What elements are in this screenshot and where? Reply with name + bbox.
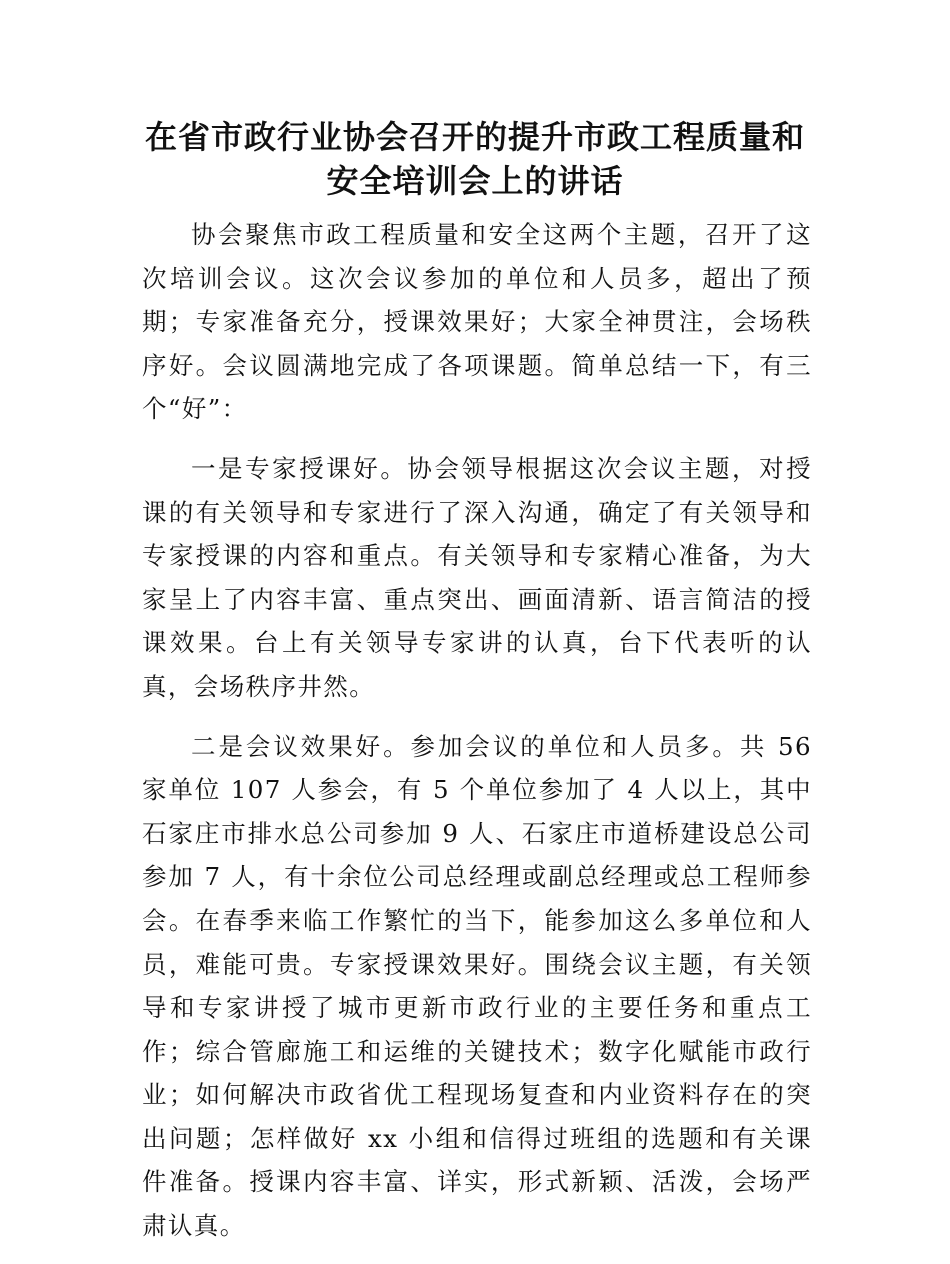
document-title-line-1: 在省市政行业协会召开的提升市政工程质量和 xyxy=(144,118,805,156)
document-body xyxy=(142,213,812,1264)
paragraph-expert-teaching: 一是专家授课好。协会领导根据这次会议主题，对授课的有关领导和专家进行了深入沟通，确定了有关领导和专家授课的内容和重点。有关领导和专家精心准备，为大家呈上了内容丰富、重点突出、画面清新、语言简洁的授课效果。台上有关领导专家讲的认真，台下代表听的认真，会场秩序井然。 xyxy=(142,453,812,701)
paragraph-intro: 协会聚焦市政工程质量和安全这两个主题，召开了这次培训会议。这次会议参加的单位和人员多，超出了预期；专家准备充分，授课效果好；大家全神贯注，会场秩序好。会议圆满地完成了各项课题。简单总结一下，有三个“好”： xyxy=(142,220,812,424)
paragraph-meeting-effect: 二是会议效果好。参加会议的单位和人员多。共 56 家单位 107 人参会，有 5 个单位参加了 4 人以上，其中石家庄市排水总公司参加 9 人、石家庄市道桥建设总公司参加 7 人，有十余位公司总经理或副总经理或总工程师参会。在春季来临工作繁忙的当下，能参加这么多单位和人员，难能可贵。专家授课效果好。围绕会议主题，有关领导和专家讲授了城市更新市政行业的主要任务和重点工作；综合管廊施工和运维的关键技术；数字化赋能市政行业；如何解决市政省优工程现场复查和内业资料存在的突出问题；怎样做好 xx 小组和信得过班组的选题和有关课件准备。授课内容丰富、详实，形式新颖、活泼，会场严肃认真。 xyxy=(142,731,812,1241)
document-title-line-2: 安全培训会上的讲话 xyxy=(326,162,624,200)
